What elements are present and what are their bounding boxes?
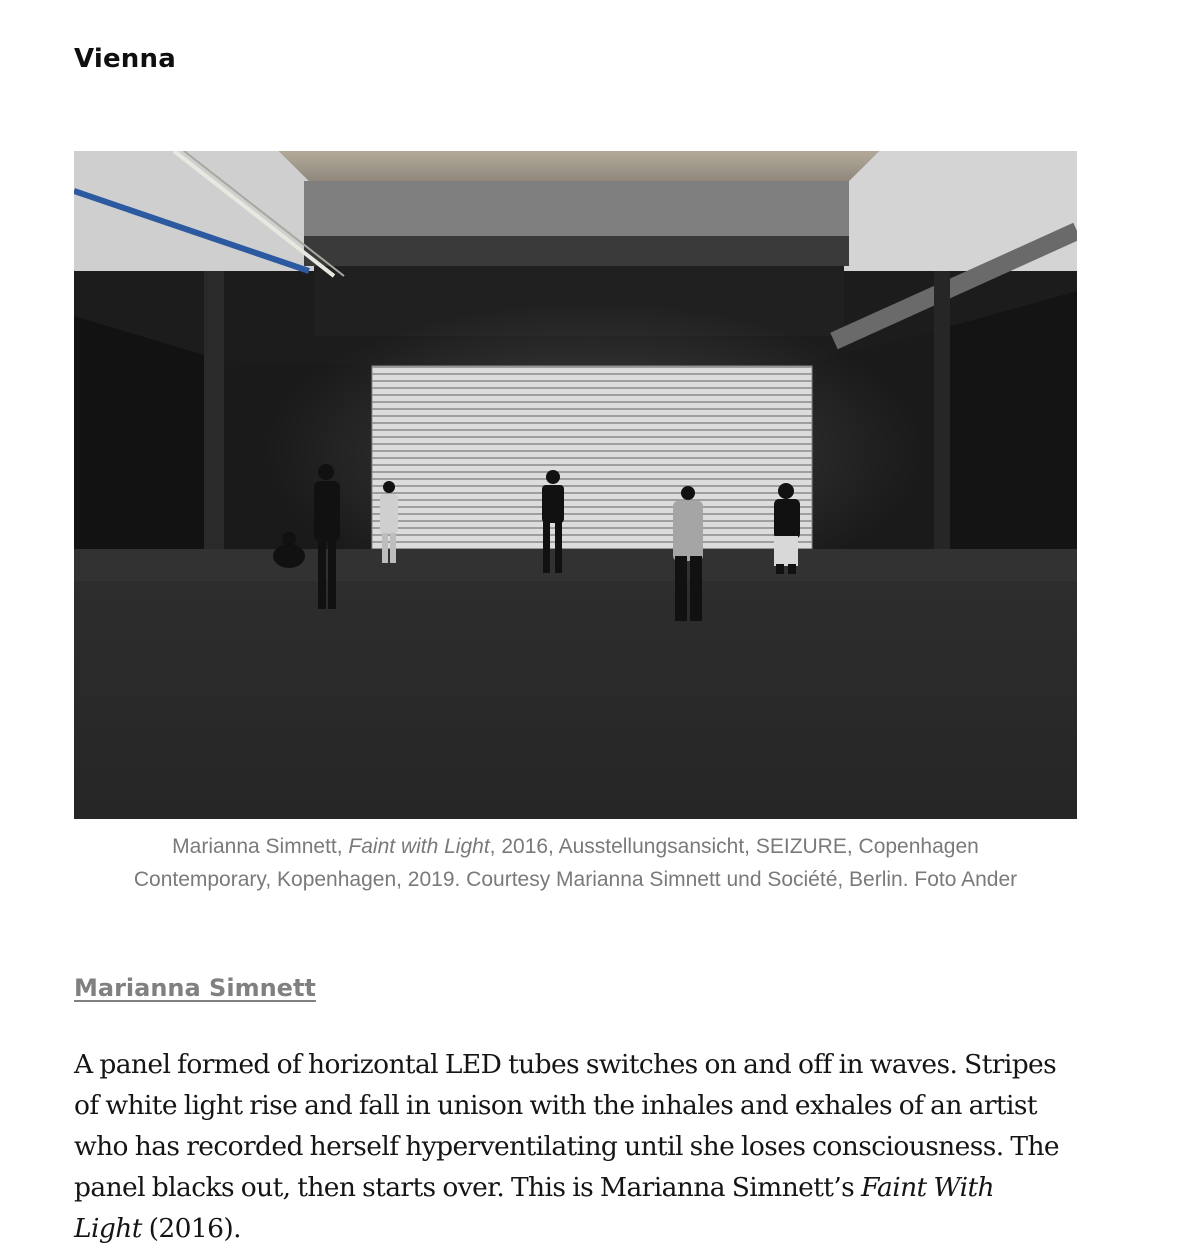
installation-photo [74, 151, 1077, 819]
caption-artist: Marianna Simnett, [172, 835, 349, 858]
article-paragraph [74, 1044, 1064, 1249]
paragraph-text: A panel formed of horizontal LED tubes switches on and off in waves. Stripes of white light rise and fall in unison with the inhales and exhales of an artist who has recorded herself hyperventilating until she loses consciousness. The panel blacks out, then starts over. This is Marianna Simnett’s [74, 1049, 1060, 1203]
caption-line-2: Contemporary, Kopenhagen, 2019. Courtesy Marianna Simnett und Société, Berlin. Foto Ander [133, 868, 1018, 891]
installation-photo-illustration [74, 151, 1077, 819]
caption-work-title: Faint with Light [348, 835, 490, 858]
caption-line-1 [74, 830, 1077, 863]
paragraph-year: (2016). [141, 1213, 241, 1244]
photo-caption [74, 830, 1077, 896]
artist-link[interactable]: Marianna Simnett [74, 974, 316, 1002]
city-heading: Vienna [74, 44, 176, 74]
caption-details: , 2016, Ausstellungsansicht, SEIZURE, Copenhagen [489, 835, 979, 858]
paragraph-work-title: Faint With Light [74, 1172, 994, 1244]
